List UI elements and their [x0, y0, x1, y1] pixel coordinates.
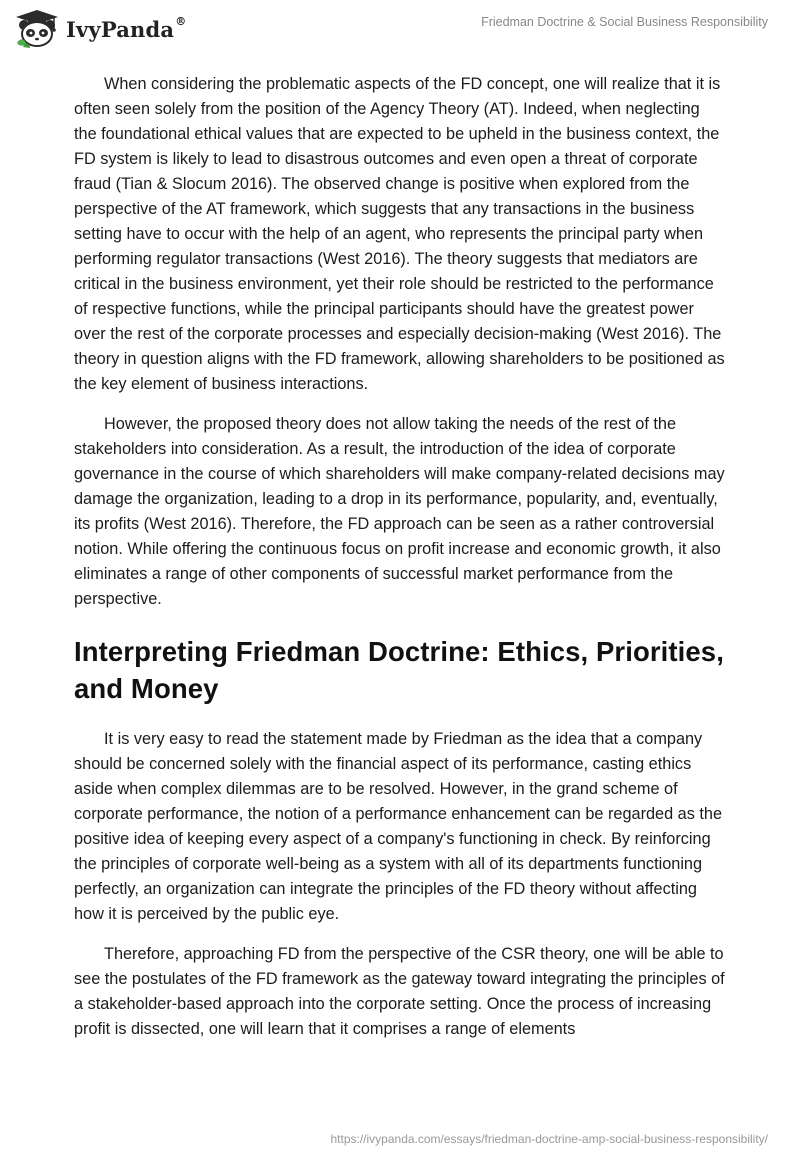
panda-graduate-icon	[14, 9, 60, 49]
body-paragraph: When considering the problematic aspects of the FD concept, one will realize that it is often seen solely from the position of the Agency Theory (AT). Indeed, when neglecting the foundational ethical values that are expected to be upheld in the business context, the FD system is likely to lead to disastrous outcomes and even open a threat of corporate fraud (Tian & Slocum 2016). The observed change is positive when explored from the perspective of the AT framework, which suggests that any transactions in the business setting have to occur with the help of an agent, who represents the principal party when performing regulator transactions (West 2016). The theory suggests that mediators are critical in the business environment, yet their role should be restricted to the performance of respective functions, while the principal participants should have the greatest power over the rest of the corporate processes and especially decision-making (West 2016). The theory in question aligns with the FD framework, allowing shareholders to be positioned as the key element of business interactions.	[74, 75, 725, 393]
document-title: Friedman Doctrine & Social Business Responsibility	[481, 15, 768, 29]
body-paragraph: Therefore, approaching FD from the perspective of the CSR theory, one will be able to see the postulates of the FD framework as the gateway toward integrating the principles of a stakeholder-based approach into the corporate setting. Once the process of increasing profit is dissected, one will learn that it comprises a range of elements	[74, 945, 725, 1038]
page-header	[0, 0, 800, 60]
body-paragraph: It is very easy to read the statement made by Friedman as the idea that a company should be concerned solely with the financial aspect of its performance, casting ethics aside when complex dilemmas are to be resolved. However, in the grand scheme of corporate performance, the notion of a performance enhancement can be regarded as the positive idea of keeping every aspect of a company's functioning in check. By reinforcing the principles of corporate well-being as a system with all of its departments functioning perfectly, an organization can integrate the principles of the FD theory without affecting how it is perceived by the public eye.	[74, 730, 723, 923]
source-url[interactable]: https://ivypanda.com/essays/friedman-doctrine-amp-social-business-responsibility/	[330, 1132, 768, 1146]
ivypanda-logo[interactable]	[14, 9, 186, 49]
logo-wordmark: IvyPanda®	[66, 14, 187, 42]
body-paragraph: However, the proposed theory does not allow taking the needs of the rest of the stakeholders into consideration. As a result, the introduction of the idea of corporate governance in the course of which shareholders will make company-related decisions may damage the organization, leading to a drop in its performance, popularity, and, eventually, its profits (West 2016). Therefore, the FD approach can be seen as a rather controversial notion. While offering the continuous focus on profit increase and economic growth, it also eliminates a range of other components of successful market performance from the perspective.	[74, 415, 725, 608]
essay-body	[74, 72, 726, 1057]
section-heading: Interpreting Friedman Doctrine: Ethics, Priorities, and Money	[74, 636, 724, 704]
registered-mark: ®	[175, 14, 187, 28]
